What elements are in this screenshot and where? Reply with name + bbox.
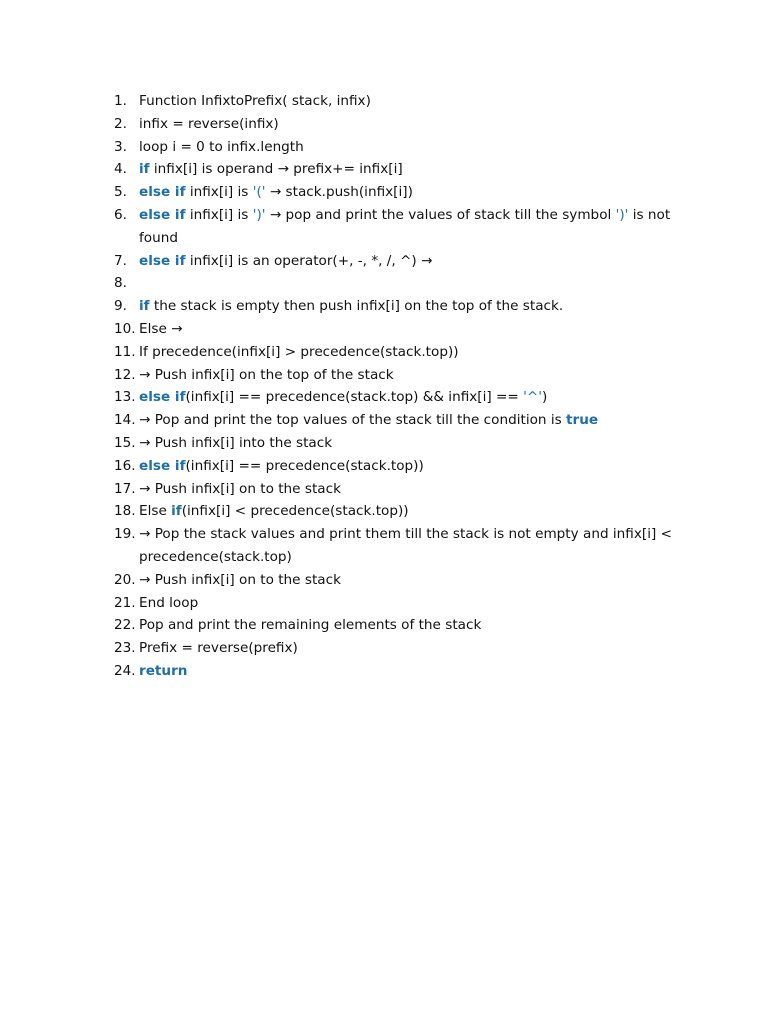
code-line xyxy=(114,364,684,387)
line-text xyxy=(139,364,684,387)
line-number: 18. xyxy=(114,503,136,520)
text-token: infix[i] is operand → prefix+= infix[i] xyxy=(149,161,403,178)
code-line xyxy=(114,90,684,113)
code-line xyxy=(114,341,684,364)
text-token: End loop xyxy=(139,594,199,611)
text-token: infix[i] is xyxy=(185,184,253,201)
code-line xyxy=(114,250,684,273)
line-number: 21. xyxy=(114,594,136,611)
text-token: infix[i] is xyxy=(185,206,253,223)
code-line xyxy=(114,478,684,501)
code-line xyxy=(114,136,684,159)
line-number: 4. xyxy=(114,161,127,178)
text-token: → stack.push(infix[i]) xyxy=(265,184,413,201)
text-token: → Push infix[i] on to the stack xyxy=(139,480,341,497)
text-token: is not found xyxy=(139,206,671,246)
line-number: 19. xyxy=(114,526,136,543)
text-token: Else xyxy=(139,503,172,520)
keyword-token: if xyxy=(171,503,182,520)
pseudocode-document xyxy=(114,90,684,683)
keyword-token: return xyxy=(139,662,188,679)
line-text xyxy=(139,500,684,523)
line-text xyxy=(139,455,684,478)
line-text xyxy=(139,318,684,341)
code-line xyxy=(114,660,684,683)
keyword-token: if xyxy=(139,298,150,315)
line-number: 8. xyxy=(114,275,127,292)
line-text xyxy=(139,341,684,364)
text-token: → Pop the stack values and print them till the stack is not empty and infix[i] < precedence(stack.top) xyxy=(139,526,672,565)
code-line xyxy=(114,181,684,204)
text-token: Else → xyxy=(139,320,183,337)
line-number: 2. xyxy=(114,115,127,132)
text-token: → Push infix[i] on the top of the stack xyxy=(139,366,394,383)
text-token: → Push infix[i] into the stack xyxy=(139,434,333,451)
text-token: Function InfixtoPrefix( stack, infix) xyxy=(139,93,371,109)
line-text xyxy=(139,409,684,432)
keyword-token: else if xyxy=(139,389,186,406)
line-text xyxy=(139,295,684,318)
line-number: 5. xyxy=(114,184,127,201)
line-text xyxy=(139,204,684,250)
code-line xyxy=(114,523,684,569)
line-text xyxy=(139,432,684,455)
text-token: loop i = 0 to infix.length xyxy=(139,138,304,155)
line-text xyxy=(139,113,684,136)
text-token: the stack is empty then push infix[i] on the top of the stack. xyxy=(149,298,564,315)
line-number: 17. xyxy=(114,480,136,497)
line-text xyxy=(139,523,684,569)
code-line xyxy=(114,295,684,318)
text-token: (infix[i] < precedence(stack.top)) xyxy=(181,503,409,520)
line-number: 22. xyxy=(114,617,136,634)
line-text xyxy=(139,136,684,159)
line-number: 1. xyxy=(114,93,127,109)
text-token: infix[i] is an operator(+, -, *, /, ^) → xyxy=(185,252,433,269)
code-line xyxy=(114,113,684,136)
keyword-token: else if xyxy=(139,206,186,223)
string-literal-token: '^' xyxy=(523,389,542,406)
line-number: 12. xyxy=(114,366,136,383)
code-line xyxy=(114,614,684,637)
keyword-token: else if xyxy=(139,457,186,474)
line-text xyxy=(139,637,684,660)
code-line xyxy=(114,500,684,523)
code-line xyxy=(114,204,684,250)
line-text xyxy=(139,660,684,683)
string-literal-token: ')' xyxy=(252,206,266,223)
code-line xyxy=(114,637,684,660)
text-token: (infix[i] == precedence(stack.top)) xyxy=(185,457,424,474)
line-text xyxy=(139,592,684,615)
line-number: 15. xyxy=(114,434,136,451)
line-text xyxy=(139,386,684,409)
text-token: Prefix = reverse(prefix) xyxy=(139,640,298,657)
keyword-token: else if xyxy=(139,184,186,201)
line-number: 23. xyxy=(114,640,136,657)
code-line xyxy=(114,158,684,181)
text-token: ) xyxy=(542,389,548,406)
string-literal-token: ')' xyxy=(615,206,629,223)
line-text xyxy=(139,569,684,592)
line-text xyxy=(139,181,684,204)
code-line xyxy=(114,432,684,455)
line-text xyxy=(139,158,684,181)
code-line xyxy=(114,455,684,478)
line-number: 13. xyxy=(114,389,136,406)
line-number: 10. xyxy=(114,320,136,337)
code-line xyxy=(114,386,684,409)
line-number: 6. xyxy=(114,206,127,223)
line-number: 7. xyxy=(114,252,127,269)
code-line xyxy=(114,569,684,592)
text-token: → Pop and print the top values of the stack till the condition is xyxy=(139,412,567,429)
line-number: 14. xyxy=(114,412,136,429)
text-token: → Push infix[i] on to the stack xyxy=(139,571,341,588)
code-line xyxy=(114,409,684,432)
keyword-token: else if xyxy=(139,252,186,269)
line-text xyxy=(139,90,684,113)
line-number: 24. xyxy=(114,662,136,679)
code-line xyxy=(114,272,684,295)
text-token: infix = reverse(infix) xyxy=(139,115,279,132)
line-number: 3. xyxy=(114,138,127,155)
pseudocode-list xyxy=(114,90,684,683)
line-number: 20. xyxy=(114,571,136,588)
line-number: 11. xyxy=(114,343,136,360)
text-token: Pop and print the remaining elements of the stack xyxy=(139,617,482,634)
code-line xyxy=(114,318,684,341)
keyword-token: if xyxy=(139,161,150,178)
line-text xyxy=(139,250,684,273)
line-text xyxy=(139,614,684,637)
keyword-token: true xyxy=(566,412,599,429)
line-text xyxy=(139,478,684,501)
line-number: 9. xyxy=(114,298,127,315)
string-literal-token: '(' xyxy=(252,184,266,201)
line-number: 16. xyxy=(114,457,136,474)
text-token: (infix[i] == precedence(stack.top) && infix[i] == xyxy=(185,389,524,406)
text-token: → pop and print the values of stack till the symbol xyxy=(265,206,616,223)
text-token: If precedence(infix[i] > precedence(stack.top)) xyxy=(139,343,459,360)
code-line xyxy=(114,592,684,615)
